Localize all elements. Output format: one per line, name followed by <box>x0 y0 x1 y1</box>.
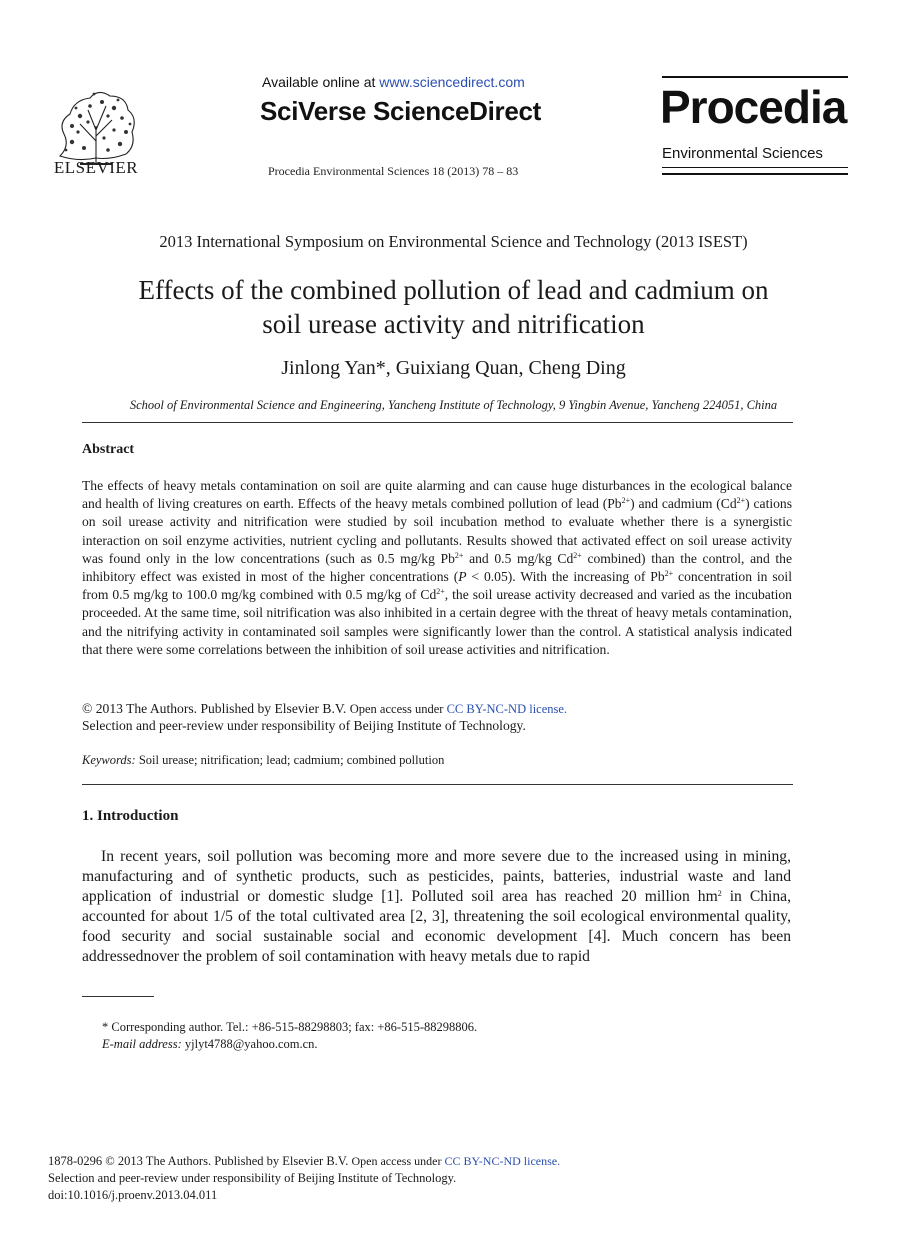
email-address[interactable]: yjlyt4788@yahoo.com.cn. <box>181 1037 318 1051</box>
footer-peer-review: Selection and peer-review under responsibility of Beijing Institute of Technology. <box>48 1171 457 1185</box>
journal-logo-rule <box>662 173 848 175</box>
superscript: 2+ <box>736 496 746 506</box>
paper-title <box>60 273 847 341</box>
available-online-line <box>262 74 525 90</box>
email-note <box>102 1037 318 1052</box>
keywords-list: Soil urease; nitrification; lead; cadmium; combined pollution <box>135 753 445 767</box>
corresponding-author-note: * Corresponding author. Tel.: +86-515-88298803; fax: +86-515-88298806. <box>102 1020 478 1034</box>
open-access-prefix: Open access under <box>351 1154 445 1168</box>
superscript: 2+ <box>621 496 631 506</box>
email-label: E-mail address: <box>102 1037 182 1051</box>
journal-logo-rule <box>662 76 848 78</box>
affiliation: School of Environmental Science and Engineering, Yancheng Institute of Technology, 9 Yingbin Avenue, Yancheng 224051, China <box>129 398 778 412</box>
conference-name: 2013 International Symposium on Environmental Science and Technology (2013 ISEST) <box>159 232 748 251</box>
superscript: 2+ <box>664 569 674 579</box>
open-access-prefix: Open access under <box>349 702 447 716</box>
sciencedirect-link[interactable]: www.sciencedirect.com <box>379 74 525 90</box>
p-value-symbol: P <box>458 569 467 585</box>
journal-logo-rule <box>662 167 848 168</box>
superscript: 2+ <box>436 587 445 597</box>
publisher-logo-text: ELSEVIER <box>53 158 139 177</box>
section-divider <box>82 784 793 785</box>
footnote-divider <box>82 996 154 997</box>
available-online-prefix: Available online at <box>262 74 380 90</box>
journal-logo-subtitle: Environmental Sciences <box>662 145 823 162</box>
abstract-heading: Abstract <box>82 442 135 457</box>
keywords <box>82 753 444 768</box>
peer-review-notice: Selection and peer-review under responsibility of Beijing Institute of Technology. <box>82 718 526 733</box>
paper-title-line: soil urease activity and nitrification <box>262 309 645 339</box>
superscript: 2+ <box>454 550 464 560</box>
copyright-notice: © 2013 The Authors. Published by Elsevier B.V. Open access under CC BY-NC-ND license. <box>82 701 568 716</box>
superscript: 2 <box>717 889 722 898</box>
section-divider <box>82 422 793 423</box>
journal-logo-title: Procedia <box>660 81 847 133</box>
introduction-paragraph: In recent years, soil pollution was becoming more and more severe due to the increased using in mining, manufacturing and of synthetic products, such as pesticides, paints, batteries, industrial waste and land application of industrial or domestic sludge [1]. Polluted soil area has reached 20 million $hm^2$ in China, accounted for about 1/5 of the total cultivated area [2, 3], threatening the soil ecological environmental quality, food security and social sustainable social and economic development [4]. Much concern has been addressednover the problem of soil contamination with heavy metals due to rapid <box>82 848 791 965</box>
superscript: 2+ <box>573 550 582 560</box>
section-heading-introduction: 1. Introduction <box>82 808 179 824</box>
keywords-label: Keywords: <box>82 753 136 767</box>
author-list: Jinlong Yan*, Guixiang Quan, Cheng Ding <box>281 357 626 379</box>
paper-title-line: Effects of the combined pollution of lead and cadmium on <box>138 275 769 305</box>
abstract-text: The effects of heavy metals contamination on soil are quite alarming and can cause huge disturbances in the ecological balance and health of living creatures on earth. Effects of the heavy metals combined pollution of lead $(Pb^{2+})$ and cadmium $(Cd^{2+})$ cations on soil urease activity and nitrification were studied by soil incubation method to evaluate whether there is a synergistic interaction on soil enzyme activities, nutrient cycling and pollutants. Results showed that activated effect on soil urease activity was found only in the low concentrations (such as 0.5 mg/kg $Pb^{2+}$ and 0.5 mg/kg $Cd^{2+}$ combined) than the control, and the inhibitory effect was existed in most of the higher concentrations (P < 0.05). With the increasing of $Pb^{2+}$ concentration in soil from 0.5 mg/kg to 100.0 mg/kg combined with 0.5 mg/kg of $Cd^{2+}$, the soil urease activity decreased and varied as the incubation proceeded. At the same time, soil nitrification was also inhibited in a certain degree with the threat of heavy metals contamination, and the nitrifying activity in contaminated soil samples were significantly lower than the control. A statistical analysis indicated that there were some correlations between the inhibition of soil urease activities and nitrification. <box>82 478 793 657</box>
license-link[interactable]: CC BY-NC-ND license. <box>444 1154 561 1168</box>
license-link[interactable]: CC BY-NC-ND license. <box>446 702 568 716</box>
journal-reference: Procedia Environmental Sciences 18 (2013) 78 – 83 <box>268 164 519 178</box>
doi[interactable]: doi:10.1016/j.proenv.2013.04.011 <box>48 1188 218 1202</box>
platform-name: SciVerse ScienceDirect <box>260 96 542 126</box>
footer-copyright: 1878-0296 © 2013 The Authors. Published by Elsevier B.V. Open access under CC BY-NC-ND license. <box>48 1154 561 1168</box>
